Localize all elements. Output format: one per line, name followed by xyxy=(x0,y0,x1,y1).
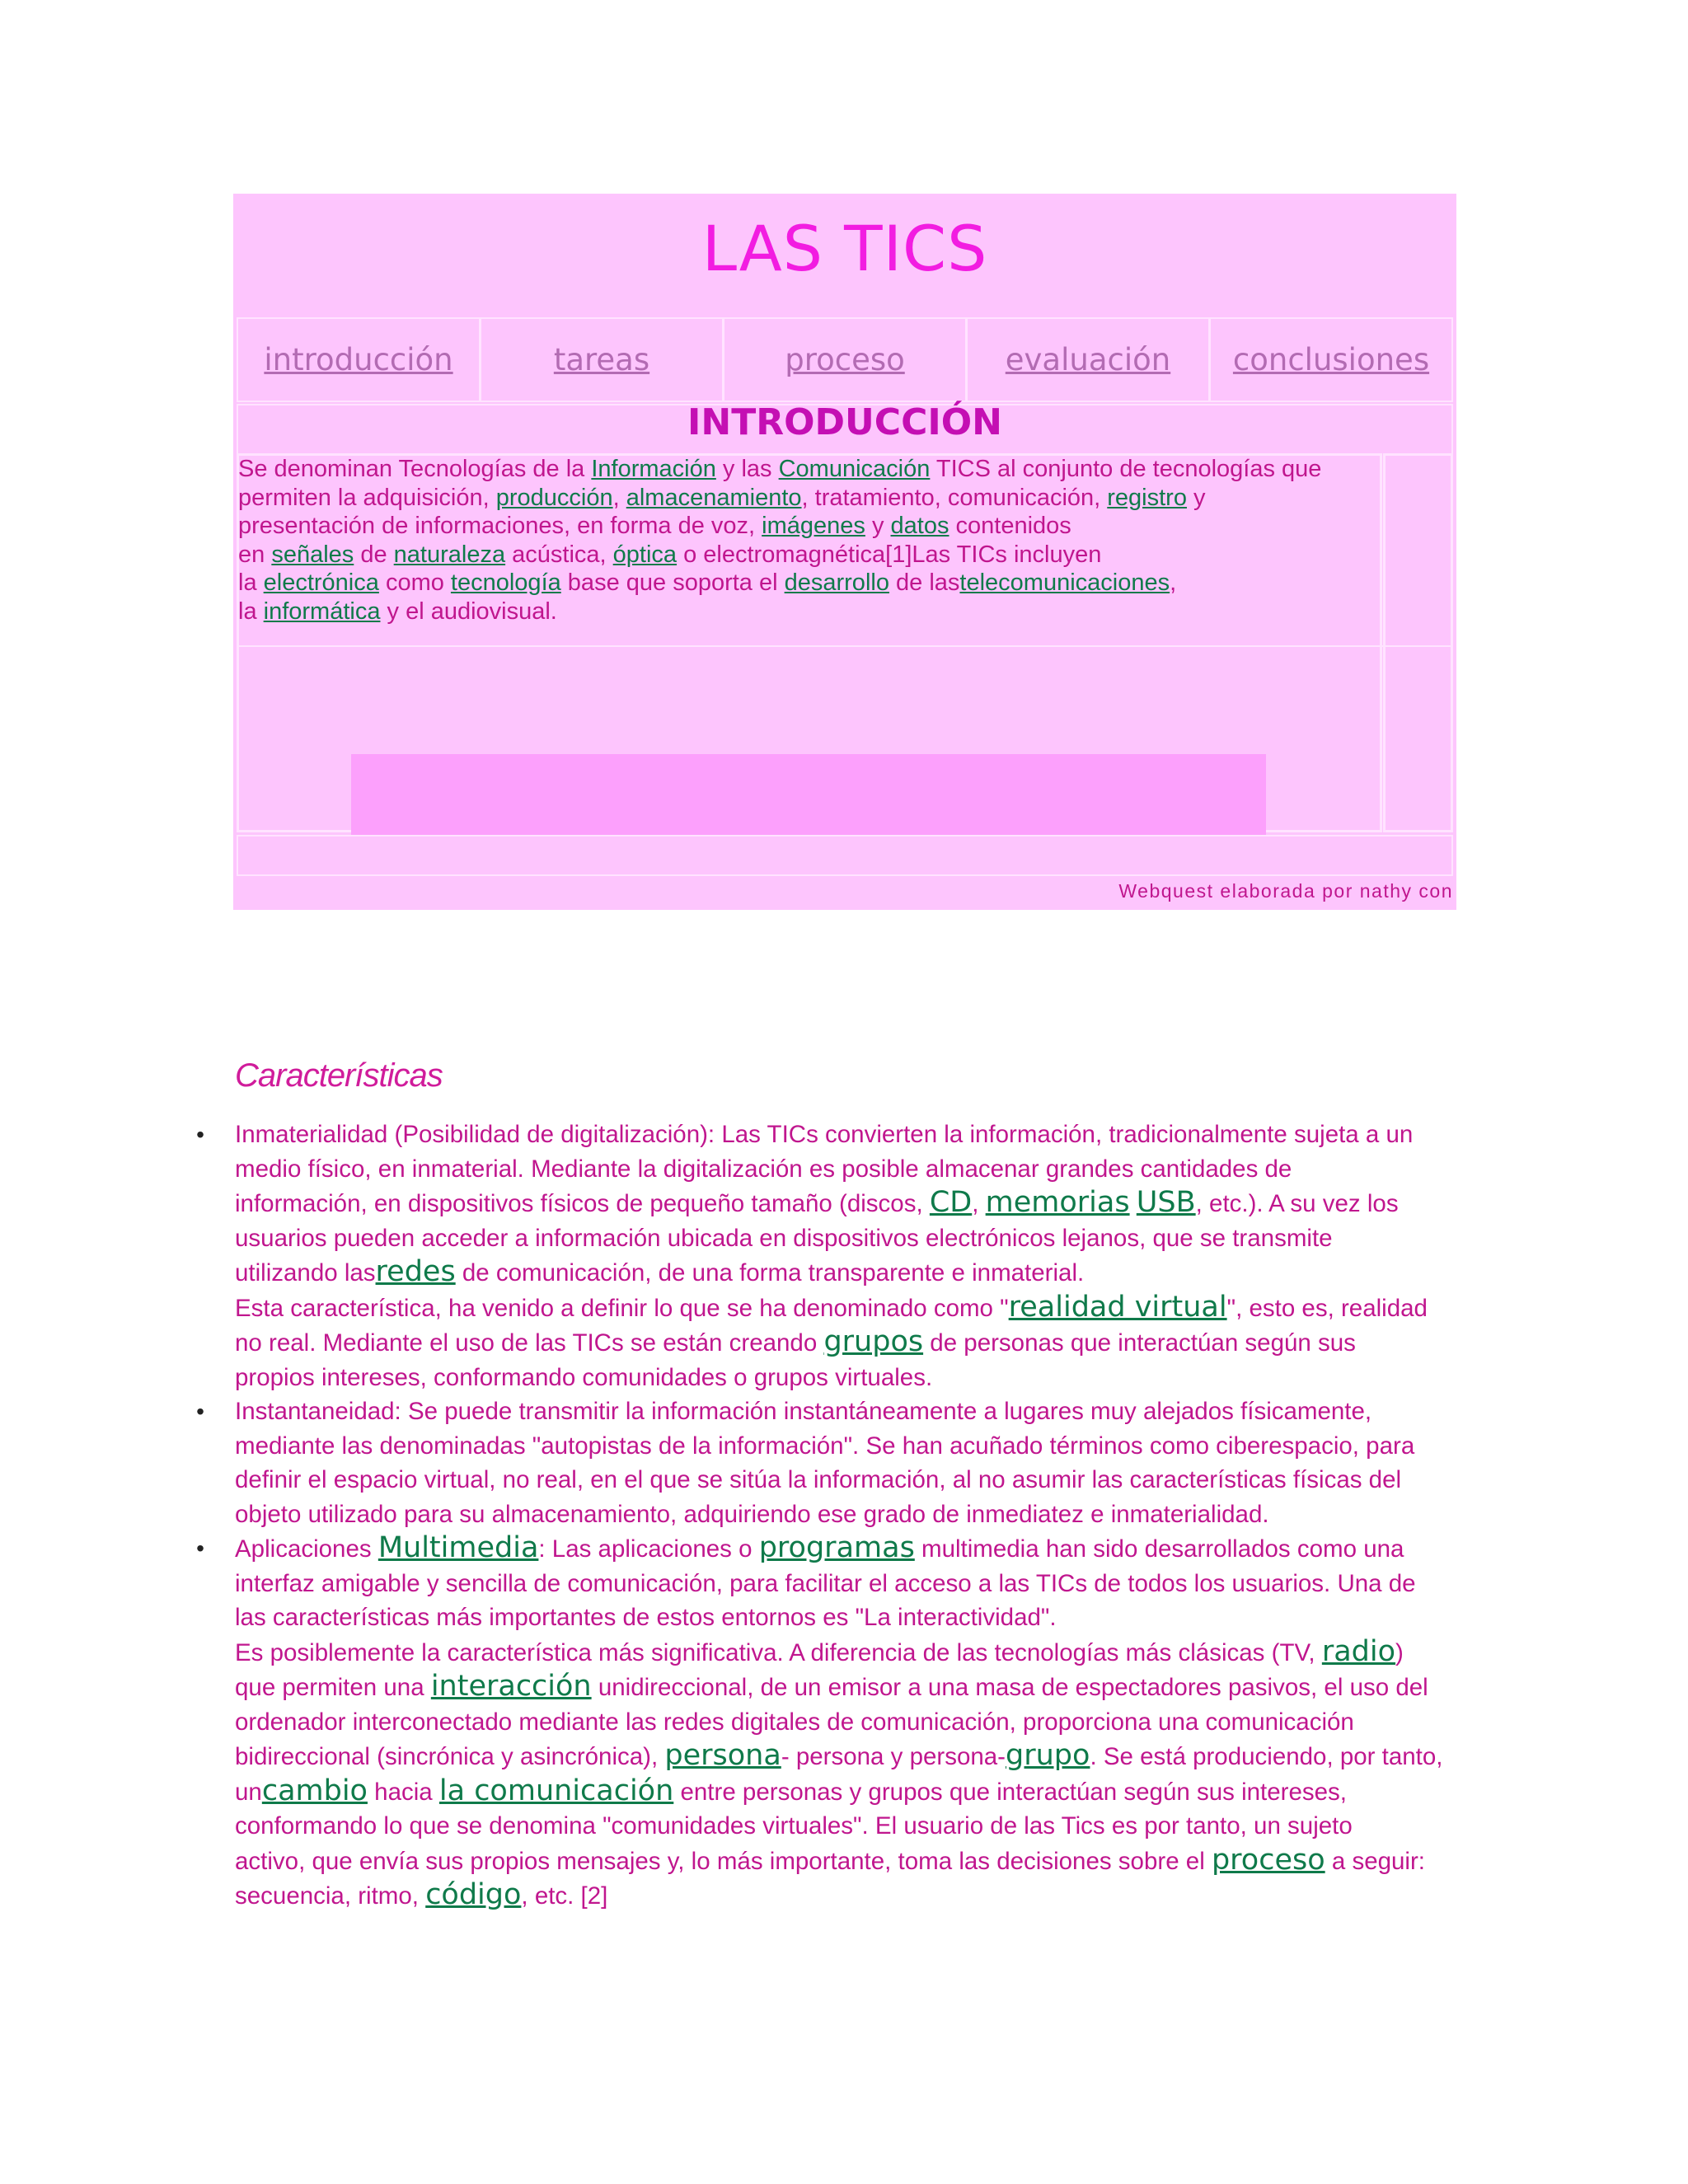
item-text: , xyxy=(972,1190,986,1217)
intro-text: , xyxy=(612,484,626,511)
link-optica[interactable]: óptica xyxy=(612,541,678,568)
webquest-nav xyxy=(237,317,1453,402)
item-text: usuarios pueden acceder a información ubicada en dispositivos electrónicos lejanos, que se transmite xyxy=(235,1224,1333,1252)
item-text: a seguir: xyxy=(1325,1847,1425,1875)
item-text: entre personas y grupos que interactúan según sus intereses, xyxy=(673,1778,1347,1806)
intro-text: permiten la adquisición, xyxy=(238,484,496,511)
link-proceso[interactable]: proceso xyxy=(1211,1843,1325,1877)
link-desarrollo[interactable]: desarrollo xyxy=(784,569,889,596)
link-comunicacion[interactable]: Comunicación xyxy=(778,456,931,482)
item-text: medio físico, en inmaterial. Mediante la digitalización es posible almacenar grandes cantidades de xyxy=(235,1155,1292,1183)
item-text: Inmaterialidad (Posibilidad de digitalización): Las TICs convierten la información, tradicionalmente sujeta a un xyxy=(235,1121,1414,1148)
link-multimedia[interactable]: Multimedia xyxy=(377,1531,539,1564)
item-text xyxy=(1130,1190,1137,1217)
nav-evaluacion[interactable] xyxy=(968,319,1211,401)
item-text: , etc. [2] xyxy=(521,1882,608,1910)
intro-text: Se denominan Tecnologías de la xyxy=(238,456,592,482)
intro-text: de xyxy=(354,541,394,568)
link-grupo[interactable]: grupo xyxy=(1006,1739,1090,1772)
item-text: ordenador interconectado mediante las redes digitales de comunicación, proporciona una comunicación xyxy=(235,1708,1354,1736)
webquest-box xyxy=(233,194,1456,910)
item-text: objeto utilizado para su almacenamiento, adquiriendo ese grado de inmediatez e inmaterialidad. xyxy=(235,1500,1269,1528)
item-text: Es posiblemente la característica más significativa. A diferencia de las tecnologías más clásicas (TV, xyxy=(235,1638,1322,1666)
item-text: de personas que interactúan según sus xyxy=(923,1329,1356,1357)
link-imagenes[interactable]: imágenes xyxy=(762,513,865,539)
link-electronica[interactable]: electrónica xyxy=(263,569,379,596)
item-text: de comunicación, de una forma transparente e inmaterial. xyxy=(455,1259,1085,1286)
item-text: definir el espacio virtual, no real, en el que se sitúa la información, al no asumir las características físicas del xyxy=(235,1466,1402,1493)
intro-text: y el audiovisual. xyxy=(380,598,557,625)
nav-proceso-label[interactable]: proceso xyxy=(785,342,905,377)
item-text: : Las aplicaciones o xyxy=(538,1535,759,1563)
link-interaccion[interactable]: interacción xyxy=(430,1670,592,1703)
bullet-icon: • xyxy=(196,1122,204,1147)
item-text: las características más importantes de estos entornos es "La interactividad". xyxy=(235,1604,1057,1631)
item-text: bidireccional (sincrónica y asincrónica), xyxy=(235,1743,665,1770)
link-senales[interactable]: señales xyxy=(271,541,354,568)
intro-text: la xyxy=(238,569,264,596)
item-text: ", esto es, realidad xyxy=(1226,1294,1428,1322)
intro-text: de las xyxy=(889,569,960,596)
link-tecnologia[interactable]: tecnología xyxy=(450,569,561,596)
intro-text: , xyxy=(1170,569,1177,596)
item-text: Aplicaciones xyxy=(235,1535,378,1563)
item-text: un xyxy=(235,1778,262,1806)
link-redes[interactable]: redes xyxy=(375,1255,456,1288)
item-text: activo, que envía sus propios mensajes y, lo más importante, toma las decisiones sobre el xyxy=(235,1847,1212,1875)
item-text: Instantaneidad: Se puede transmitir la información instantáneamente a lugares muy alejados físicamente, xyxy=(235,1398,1372,1425)
nav-conclusiones[interactable] xyxy=(1211,319,1451,401)
item-text: conformando lo que se denomina "comunidades virtuales". El usuario de las Tics es por tanto, un sujeto xyxy=(235,1812,1353,1840)
footer-row xyxy=(237,835,1453,876)
item-text: utilizando las xyxy=(235,1259,376,1286)
link-produccion[interactable]: producción xyxy=(495,484,613,511)
inner-highlight-box xyxy=(351,754,1266,835)
link-radio[interactable]: radio xyxy=(1321,1634,1396,1668)
bullet-icon: • xyxy=(196,1535,204,1561)
nav-introduccion[interactable] xyxy=(238,319,481,401)
intro-text: y las xyxy=(715,456,779,482)
item-text: que permiten una xyxy=(235,1674,431,1701)
nav-evaluacion-label[interactable]: evaluación xyxy=(1005,342,1171,377)
intro-text: y xyxy=(865,513,891,539)
link-informacion[interactable]: Información xyxy=(591,456,716,482)
link-naturaleza[interactable]: naturaleza xyxy=(393,541,506,568)
bullet-icon: • xyxy=(196,1399,204,1424)
item-text: hacia xyxy=(367,1778,439,1806)
intro-text: presentación de informaciones, en forma de voz, xyxy=(238,513,762,539)
link-codigo[interactable]: código xyxy=(425,1878,522,1911)
item-text: - persona y persona- xyxy=(781,1743,1006,1770)
side-cell xyxy=(1383,453,1453,832)
list-item xyxy=(196,1531,1455,1914)
nav-tareas-label[interactable]: tareas xyxy=(553,342,650,377)
link-telecomunicaciones[interactable]: telecomunicaciones xyxy=(959,569,1170,596)
link-registro[interactable]: registro xyxy=(1107,484,1187,511)
intro-text: TICS al conjunto de tecnologías que xyxy=(930,456,1322,482)
caracteristicas-list xyxy=(196,1118,1455,1914)
page-title: LAS TICS xyxy=(701,212,988,285)
item-text: ) xyxy=(1395,1638,1404,1666)
item-text: . Se está produciendo, por tanto, xyxy=(1090,1743,1443,1770)
nav-introduccion-label[interactable]: introducción xyxy=(264,342,453,377)
intro-text: y xyxy=(1186,484,1206,511)
item-text: , etc.). A su vez los xyxy=(1195,1190,1399,1217)
intro-text: contenidos xyxy=(949,513,1071,539)
intro-text: o electromagnética[1]Las TICs incluyen xyxy=(677,541,1102,568)
intro-text: como xyxy=(378,569,451,596)
intro-text: , tratamiento, comunicación, xyxy=(801,484,1108,511)
link-grupos[interactable]: grupos xyxy=(823,1325,924,1358)
link-programas[interactable]: programas xyxy=(758,1531,915,1564)
nav-conclusiones-label[interactable]: conclusiones xyxy=(1232,342,1430,377)
link-almacenamiento[interactable]: almacenamiento xyxy=(626,484,802,511)
item-text: propios intereses, conformando comunidades o grupos virtuales. xyxy=(235,1363,933,1391)
item-text: Esta característica, ha venido a definir lo que se ha denominado como " xyxy=(235,1294,1009,1322)
section-heading: INTRODUCCIÓN xyxy=(687,401,1002,443)
intro-text: acústica, xyxy=(505,541,613,568)
item-text: multimedia han sido desarrollados como una xyxy=(914,1535,1404,1563)
link-cambio[interactable]: cambio xyxy=(261,1774,368,1807)
link-cd[interactable]: CD xyxy=(929,1186,973,1219)
caracteristicas-heading: Características xyxy=(235,1057,443,1094)
list-item xyxy=(196,1118,1455,1394)
nav-proceso[interactable] xyxy=(724,319,968,401)
link-usb[interactable]: USB xyxy=(1136,1186,1196,1219)
link-realidad-virtual[interactable]: realidad virtual xyxy=(1008,1290,1227,1324)
link-memorias[interactable]: memorias xyxy=(985,1186,1130,1219)
intro-text: en xyxy=(238,541,272,568)
link-informatica[interactable]: informática xyxy=(263,598,381,625)
link-datos[interactable]: datos xyxy=(890,513,950,539)
intro-paragraph xyxy=(238,455,1376,626)
item-text: mediante las denominadas "autopistas de la información". Se han acuñado términos como ciberespacio, para xyxy=(235,1432,1415,1460)
intro-text: base que soporta el xyxy=(560,569,785,596)
item-text: interfaz amigable y sencilla de comunicación, para facilitar el acceso a las TICs de todos los usuarios. Una de xyxy=(235,1569,1416,1597)
footer-credit: Webquest elaborada por nathy con xyxy=(1118,880,1453,902)
item-text: unidireccional, de un emisor a una masa de espectadores pasivos, el uso del xyxy=(591,1674,1428,1701)
item-text: no real. Mediante el uso de las TICs se están creando xyxy=(235,1329,824,1357)
list-item xyxy=(196,1394,1455,1531)
link-la-comunicacion[interactable]: la comunicación xyxy=(438,1774,674,1807)
item-text: información, en dispositivos físicos de pequeño tamaño (discos, xyxy=(235,1190,930,1217)
nav-tareas[interactable] xyxy=(481,319,724,401)
item-text: secuencia, ritmo, xyxy=(235,1882,426,1910)
link-persona[interactable]: persona xyxy=(664,1739,781,1772)
intro-text: la xyxy=(238,598,264,625)
